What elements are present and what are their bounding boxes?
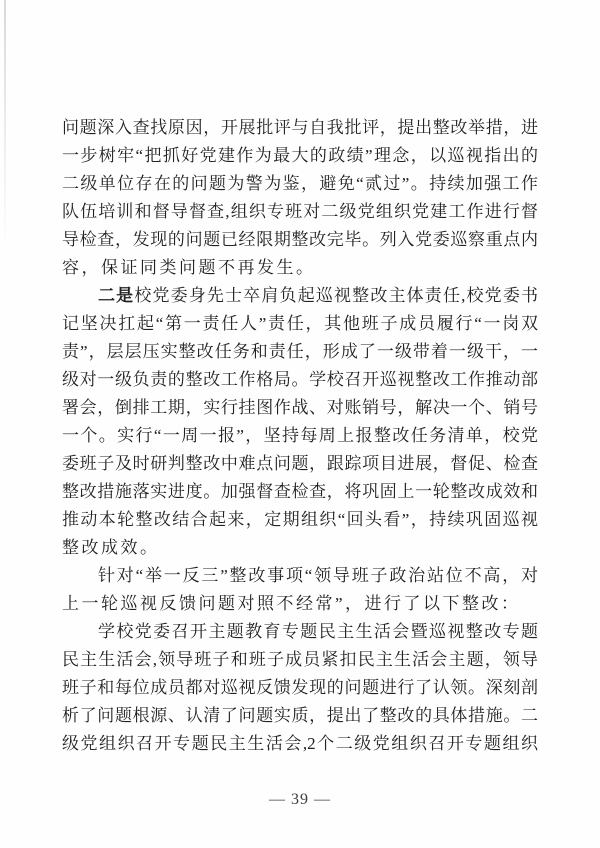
text-line: 针对“举一反三”整改事项“领导班子政治站位不高，对 (98, 566, 538, 585)
text-line: 民主生活会,领导班子和班子成员紧扣民主生活会主题，领导 (62, 650, 538, 669)
text-line: 析了问题根源、认清了问题实质，提出了整改的具体措施。二 (62, 706, 538, 725)
text-line: 整改措施落实进度。加强督查检查，将巩固上一轮整改成效和 (62, 482, 538, 501)
text-line: 学校党委召开主题教育专题民主生活会暨巡视整改专题 (98, 622, 538, 641)
text-line: 推动本轮整改结合起来，定期组织“回头看”，持续巩固巡视 (62, 510, 538, 529)
text-line: 记坚决扛起“第一责任人”责任，其他班子成员履行“一岗双 (62, 314, 538, 333)
text-block (62, 114, 538, 758)
text-line: 班子和每位成员都对巡视反馈发现的问题进行了认领。深刻剖 (62, 678, 538, 697)
text-line: 责”，层层压实整改任务和责任，形成了一级带着一级干，一 (62, 342, 538, 361)
text-line: 级对一级负责的整改工作格局。学校召开巡视整改工作推动部 (62, 370, 538, 389)
text-line: 署会，倒排工期，实行挂图作战、对账销号，解决一个、销号 (62, 398, 538, 417)
text-line: 容，保证同类问题不再发生。 (62, 258, 316, 277)
text-line: 导检查，发现的问题已经限期整改完毕。列入党委巡察重点内 (62, 230, 538, 249)
text-line: 一步树牢“把抓好党建作为最大的政绩”理念，以巡视指出的 (62, 146, 538, 165)
text-line: 一个。实行“一周一报”，坚持每周上报整改任务清单，校党 (62, 426, 538, 445)
text-line: 问题深入查找原因，开展批评与自我批评，提出整改举措，进 (62, 118, 538, 137)
scan-edge-artifact (4, 0, 6, 250)
bold-lead-in: 二是 (98, 286, 135, 305)
text-line: 二是校党委身先士卒肩负起巡视整改主体责任,校党委书 (98, 286, 538, 305)
text-line: 上一轮巡视反馈问题对照不经常”，进行了以下整改： (62, 594, 521, 613)
text-line: 二级单位存在的问题为警为鉴，避免“贰过”。持续加强工作 (62, 174, 538, 193)
text-line: 级党组织召开专题民主生活会,2个二级党组织召开专题组织 (62, 734, 538, 753)
page-number: — 39 — (269, 791, 331, 808)
text-line: 委班子及时研判整改中难点问题，跟踪项目进展，督促、检查 (62, 454, 538, 473)
text-line: 队伍培训和督导督查,组织专班对二级党组织党建工作进行督 (62, 202, 538, 221)
text-line: 整改成效。 (62, 538, 160, 557)
